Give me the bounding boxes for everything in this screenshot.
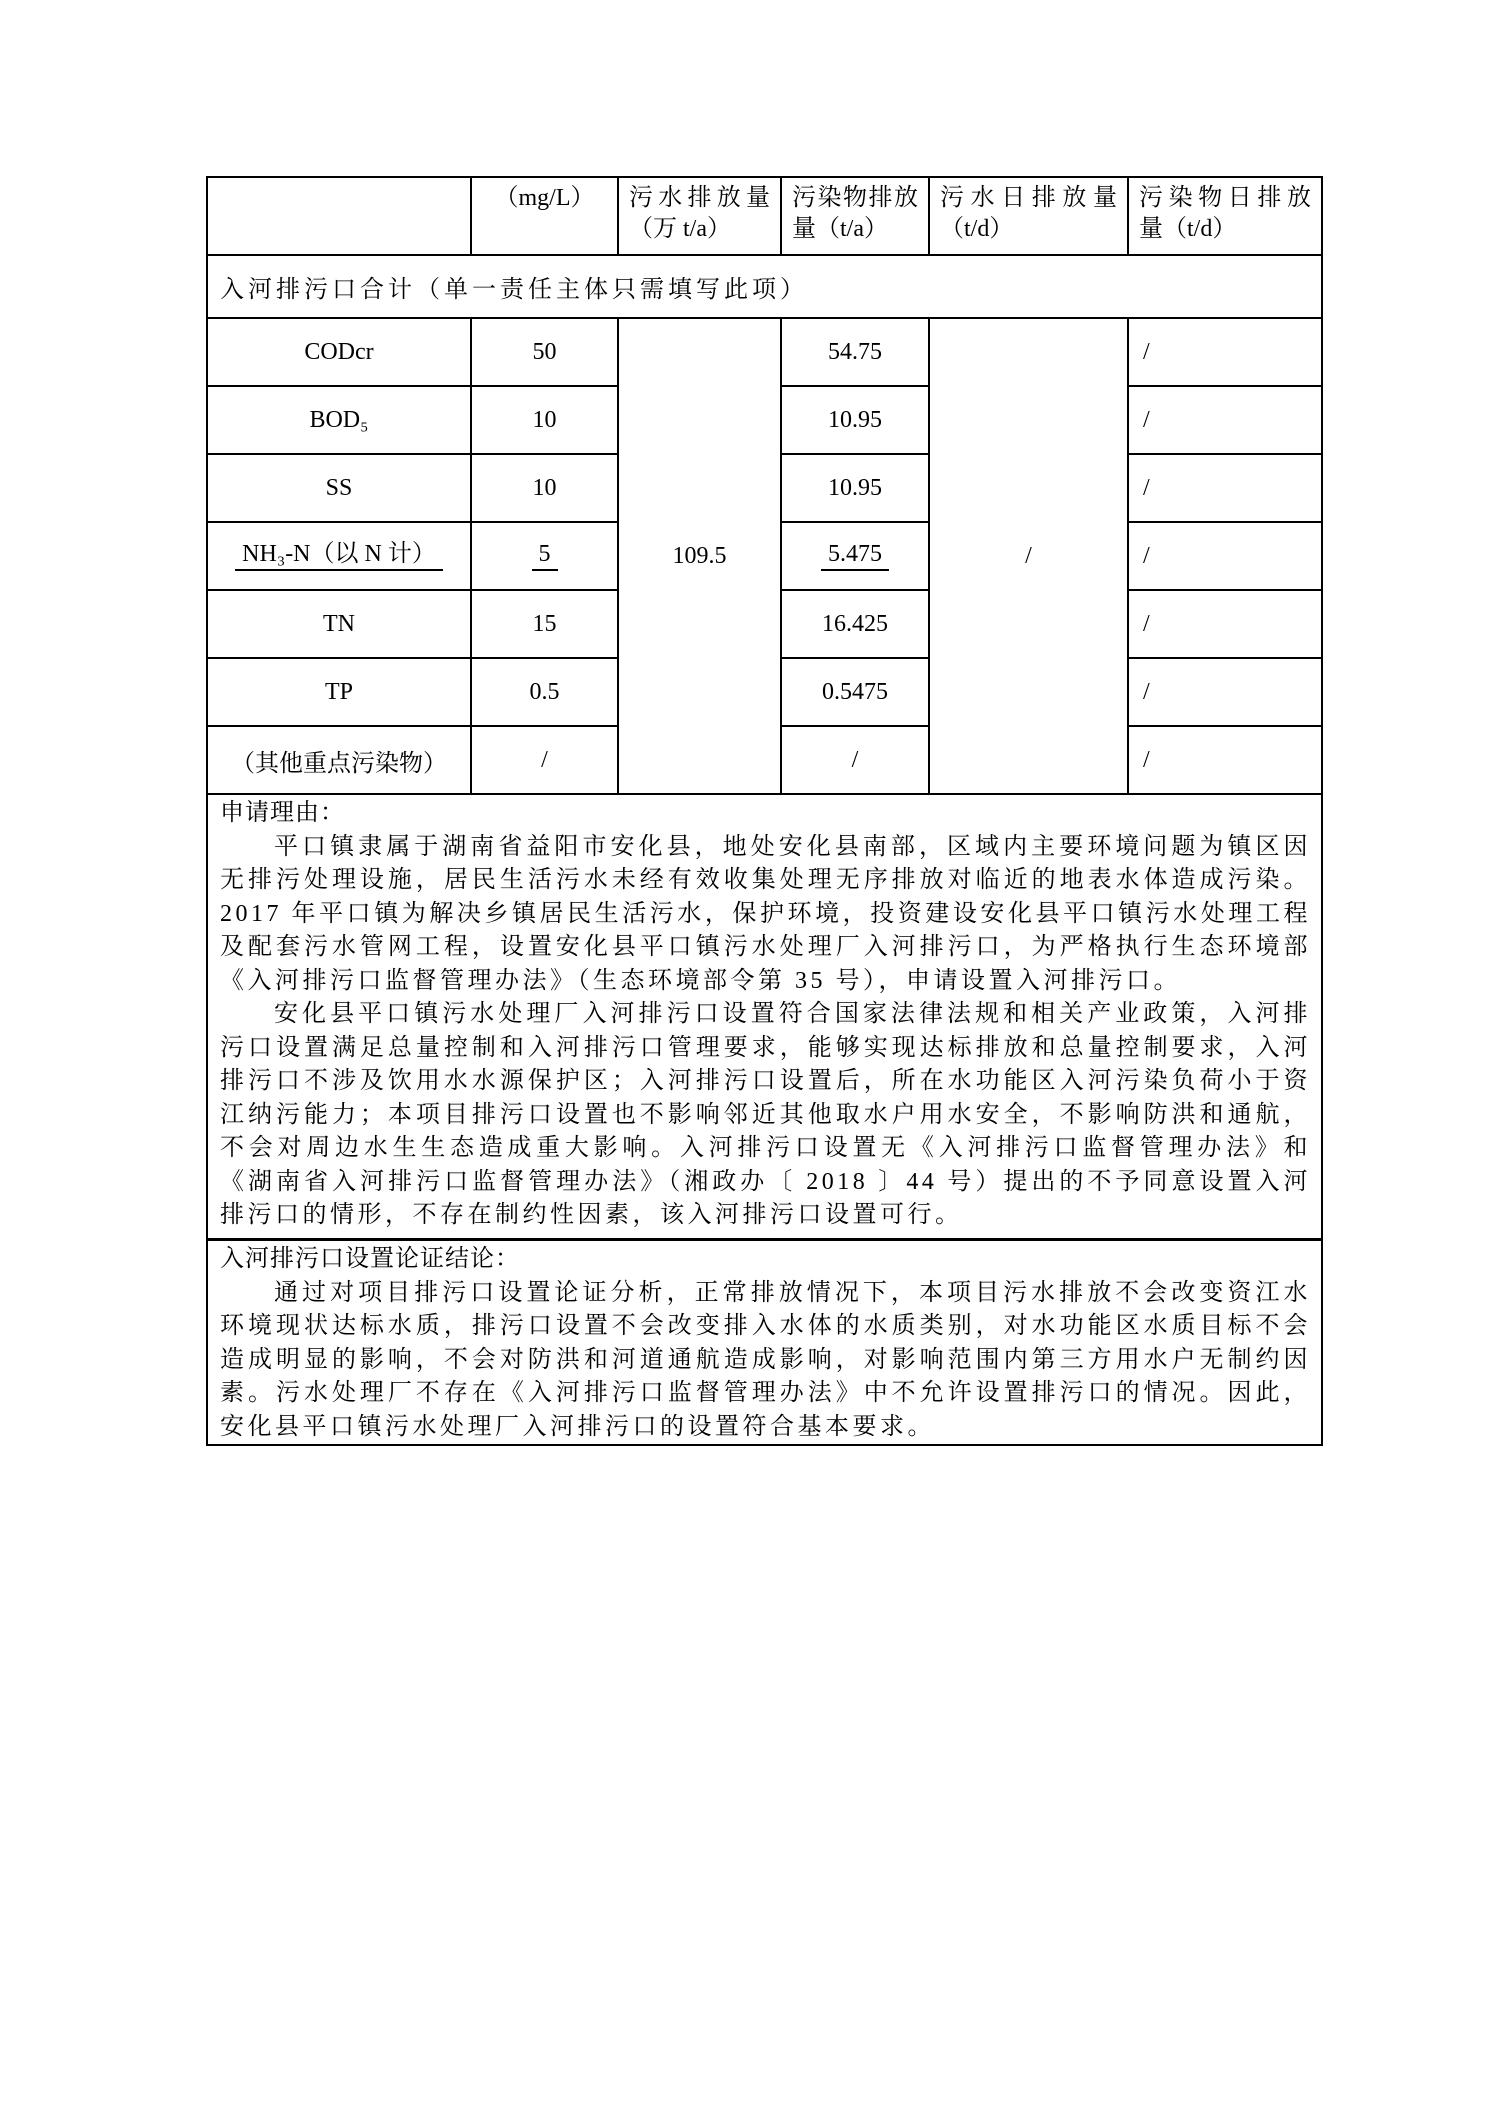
pollutant-name-cell bbox=[207, 522, 471, 590]
pollutant-discharge-cell: 10.95 bbox=[781, 454, 929, 522]
pollutant-name-cell: TP bbox=[207, 658, 471, 726]
table-header-row bbox=[207, 177, 1322, 255]
section-title: 申请理由： bbox=[220, 800, 345, 826]
concentration-cell: 0.5 bbox=[471, 658, 618, 726]
underlined-value: 5 bbox=[532, 541, 558, 571]
pollutant-daily-cell: / bbox=[1128, 522, 1322, 590]
header-line: 量（t/a） bbox=[792, 216, 888, 242]
header-line: （万 t/a） bbox=[629, 216, 731, 242]
pollutant-discharge-cell bbox=[781, 522, 929, 590]
pollutant-discharge-cell: 10.95 bbox=[781, 386, 929, 454]
pollutant-discharge-cell: 54.75 bbox=[781, 318, 929, 386]
header-line: 污水日排放量 bbox=[940, 185, 1117, 211]
header-line: 污染物排放 bbox=[792, 185, 918, 211]
application-reason-section bbox=[207, 794, 1322, 1240]
pollutant-daily-cell: / bbox=[1128, 454, 1322, 522]
concentration-cell bbox=[471, 522, 618, 590]
header-concentration-cell: （mg/L） bbox=[471, 177, 618, 255]
pollutant-name-cell: BOD₅ bbox=[207, 386, 471, 454]
header-sewage-daily-cell bbox=[929, 177, 1128, 255]
section-title: 入河排污口设置论证结论： bbox=[220, 1246, 520, 1272]
table-head-section bbox=[207, 177, 1322, 318]
header-pollutant-daily-cell bbox=[1128, 177, 1322, 255]
concentration-cell: / bbox=[471, 726, 618, 794]
conclusion-section bbox=[207, 1240, 1322, 1446]
pollutant-discharge-table bbox=[206, 176, 1323, 1446]
paragraph: 安化县平口镇污水处理厂入河排污口设置符合国家法律法规和相关产业政策，入河排污口设置满足总量控制和入河排污口管理要求，能够实现达标排放和总量控制要求，入河排污口不涉及饮用水水源保护区；入河排污口设置后，所在水功能区入河污染负荷小于资江纳污能力；本项目排污口设置也不影响邻近其他取水户用水安全，不影响防洪和通航，不会对周边水生生态造成重大影响。入河排污口设置无《入河排污口监督管理办法》和《湖南省入河排污口监督管理办法》（湘政办〔 2018 〕44 号）提出的不予同意设置入河排污口的情形，不存在制约性因素，该入河排污口设置可行。 bbox=[220, 1001, 1311, 1228]
header-sewage-discharge-cell bbox=[618, 177, 781, 255]
pollutant-daily-cell: / bbox=[1128, 590, 1322, 658]
concentration-cell: 10 bbox=[471, 454, 618, 522]
header-blank-cell bbox=[207, 177, 471, 255]
pollutant-discharge-cell: 0.5475 bbox=[781, 658, 929, 726]
header-pollutant-discharge-cell bbox=[781, 177, 929, 255]
pollutant-row bbox=[207, 318, 1322, 386]
concentration-cell: 10 bbox=[471, 386, 618, 454]
conclusion-cell bbox=[207, 1240, 1322, 1446]
application-reason-cell bbox=[207, 794, 1322, 1240]
outfall-total-row bbox=[207, 255, 1322, 318]
pollutant-daily-cell: / bbox=[1128, 386, 1322, 454]
underlined-value: NH₃-N（以 N 计） bbox=[235, 541, 443, 571]
sewage-discharge-total-cell: 109.5 bbox=[618, 318, 781, 794]
concentration-cell: 50 bbox=[471, 318, 618, 386]
pollutant-name-cell: TN bbox=[207, 590, 471, 658]
pollutant-name-cell: SS bbox=[207, 454, 471, 522]
header-line: 污水排放量 bbox=[629, 185, 770, 211]
concentration-cell: 15 bbox=[471, 590, 618, 658]
sewage-daily-total-cell: / bbox=[929, 318, 1128, 794]
header-line: （t/d） bbox=[940, 216, 1014, 242]
text-sections bbox=[207, 794, 1322, 1445]
paragraph: 平口镇隶属于湖南省益阳市安化县，地处安化县南部，区域内主要环境问题为镇区因无排污处理设施，居民生活污水未经有效收集处理无序排放对临近的地表水体造成污染。2017 年平口镇为解决乡镇居民生活污水，保护环境，投资建设安化县平口镇污水处理工程及配套污水管网工程，设置安化县平口镇污水处理厂入河排污口，为严格执行生态环境部《入河排污口监督管理办法》（生态环境部令第 35 号），申请设置入河排污口。 bbox=[220, 833, 1311, 994]
pollutant-daily-cell: / bbox=[1128, 658, 1322, 726]
pollutant-rows-section bbox=[207, 318, 1322, 794]
header-line: 量（t/d） bbox=[1139, 216, 1237, 242]
pollutant-name-cell: CODcr bbox=[207, 318, 471, 386]
pollutant-name-cell: （其他重点污染物） bbox=[207, 726, 471, 794]
paragraph: 通过对项目排污口设置论证分析，正常排放情况下，本项目污水排放不会改变资江水环境现状达标水质，排污口设置不会改变排入水体的水质类别，对水功能区水质目标不会造成明显的影响，不会对防洪和河道通航造成影响，对影响范围内第三方用水户无制约因素。污水处理厂不存在《入河排污口监督管理办法》中不允许设置排污口的情况。因此，安化县平口镇污水处理厂入河排污口的设置符合基本要求。 bbox=[220, 1279, 1311, 1440]
pollutant-daily-cell: / bbox=[1128, 318, 1322, 386]
pollutant-daily-cell: / bbox=[1128, 726, 1322, 794]
pollutant-discharge-cell: 16.425 bbox=[781, 590, 929, 658]
pollutant-discharge-cell: / bbox=[781, 726, 929, 794]
header-line: 污染物日排放 bbox=[1139, 185, 1311, 211]
outfall-total-label: 入河排污口合计（单一责任主体只需填写此项） bbox=[207, 255, 1322, 318]
underlined-value: 5.475 bbox=[821, 541, 889, 571]
